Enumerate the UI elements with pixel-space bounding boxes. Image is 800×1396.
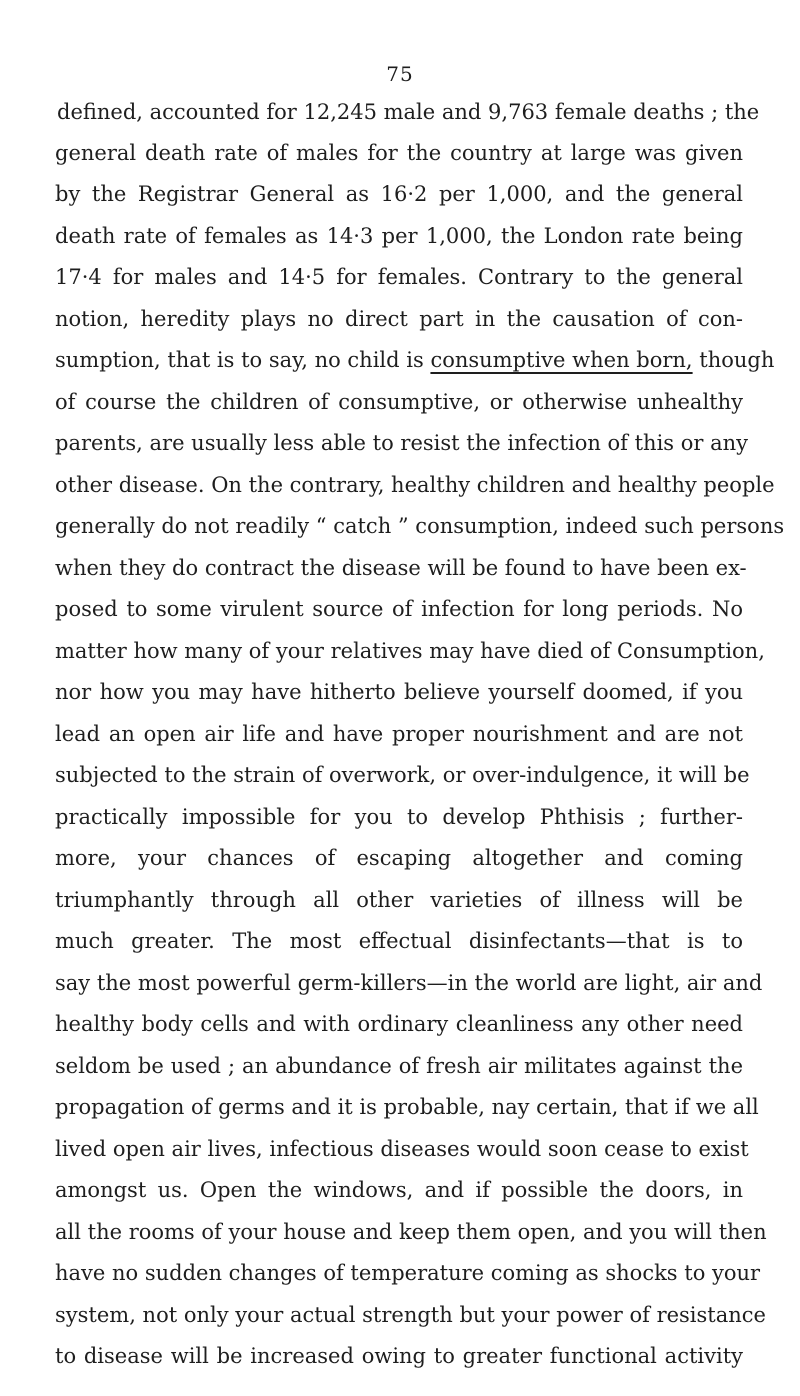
text-line: much greater. The most effectual disinfectants—that is to: [55, 929, 743, 953]
text-line: nor how you may have hitherto believe yourself doomed, if you: [55, 680, 743, 704]
text-line: generally do not readily “ catch ” consumption, indeed such persons: [55, 514, 785, 538]
text-line: notion, heredity plays no direct part in the causation of con-: [55, 307, 743, 331]
underlined-phrase: consumptive when born,: [430, 348, 693, 372]
text-line: to disease will be increased owing to greater functional activity: [55, 1344, 743, 1368]
text-line: say the most powerful germ-killers—in the world are light, air and: [55, 971, 763, 995]
text-line: seldom be used ; an abundance of fresh air militates against the: [55, 1054, 743, 1078]
text-line: lived open air lives, infectious diseases would soon cease to exist: [55, 1137, 749, 1161]
text-line: posed to some virulent source of infection for long periods. No: [55, 597, 743, 621]
text-line: matter how many of your relatives may have died of Consumption,: [55, 639, 765, 663]
text-line: all the rooms of your house and keep them open, and you will then: [55, 1220, 767, 1244]
page-number: 75: [386, 62, 414, 86]
text-line: healthy body cells and with ordinary cleanliness any other need: [55, 1012, 743, 1036]
text-line: system, not only your actual strength but your power of resistance: [55, 1303, 766, 1327]
text-line: lead an open air life and have proper nourishment and are not: [55, 722, 743, 746]
text-line: when they do contract the disease will be found to have been ex-: [55, 556, 747, 580]
text-line: amongst us. Open the windows, and if possible the doors, in: [55, 1178, 743, 1202]
text-line: other disease. On the contrary, healthy children and healthy people: [55, 473, 775, 497]
text-line: propagation of germs and it is probable, nay certain, that if we all: [55, 1095, 759, 1119]
text-line: death rate of females as 14·3 per 1,000, the London rate being: [55, 224, 743, 248]
text-line: defined, accounted for 12,245 male and 9,763 female deaths ; the: [57, 100, 760, 124]
text-line: by the Registrar General as 16·2 per 1,000, and the general: [55, 182, 743, 206]
text-line: [55, 346, 775, 374]
text-line: triumphantly through all other varieties of illness will be: [55, 888, 743, 912]
text-line: practically impossible for you to develop Phthisis ; further-: [55, 805, 743, 829]
text-line: of course the children of consumptive, or otherwise unhealthy: [55, 390, 743, 414]
text-segment: sumption, that is to say, no child is: [55, 348, 431, 372]
text-line: more, your chances of escaping altogether and coming: [55, 846, 743, 870]
text-line: have no sudden changes of temperature coming as shocks to your: [55, 1261, 761, 1285]
text-line: parents, are usually less able to resist the infection of this or any: [55, 431, 749, 455]
text-line: general death rate of males for the country at large was given: [55, 141, 743, 165]
text-line: subjected to the strain of overwork, or over-indulgence, it will be: [55, 763, 750, 787]
text-segment: though: [692, 348, 775, 372]
text-line: 17·4 for males and 14·5 for females. Contrary to the general: [55, 265, 743, 289]
